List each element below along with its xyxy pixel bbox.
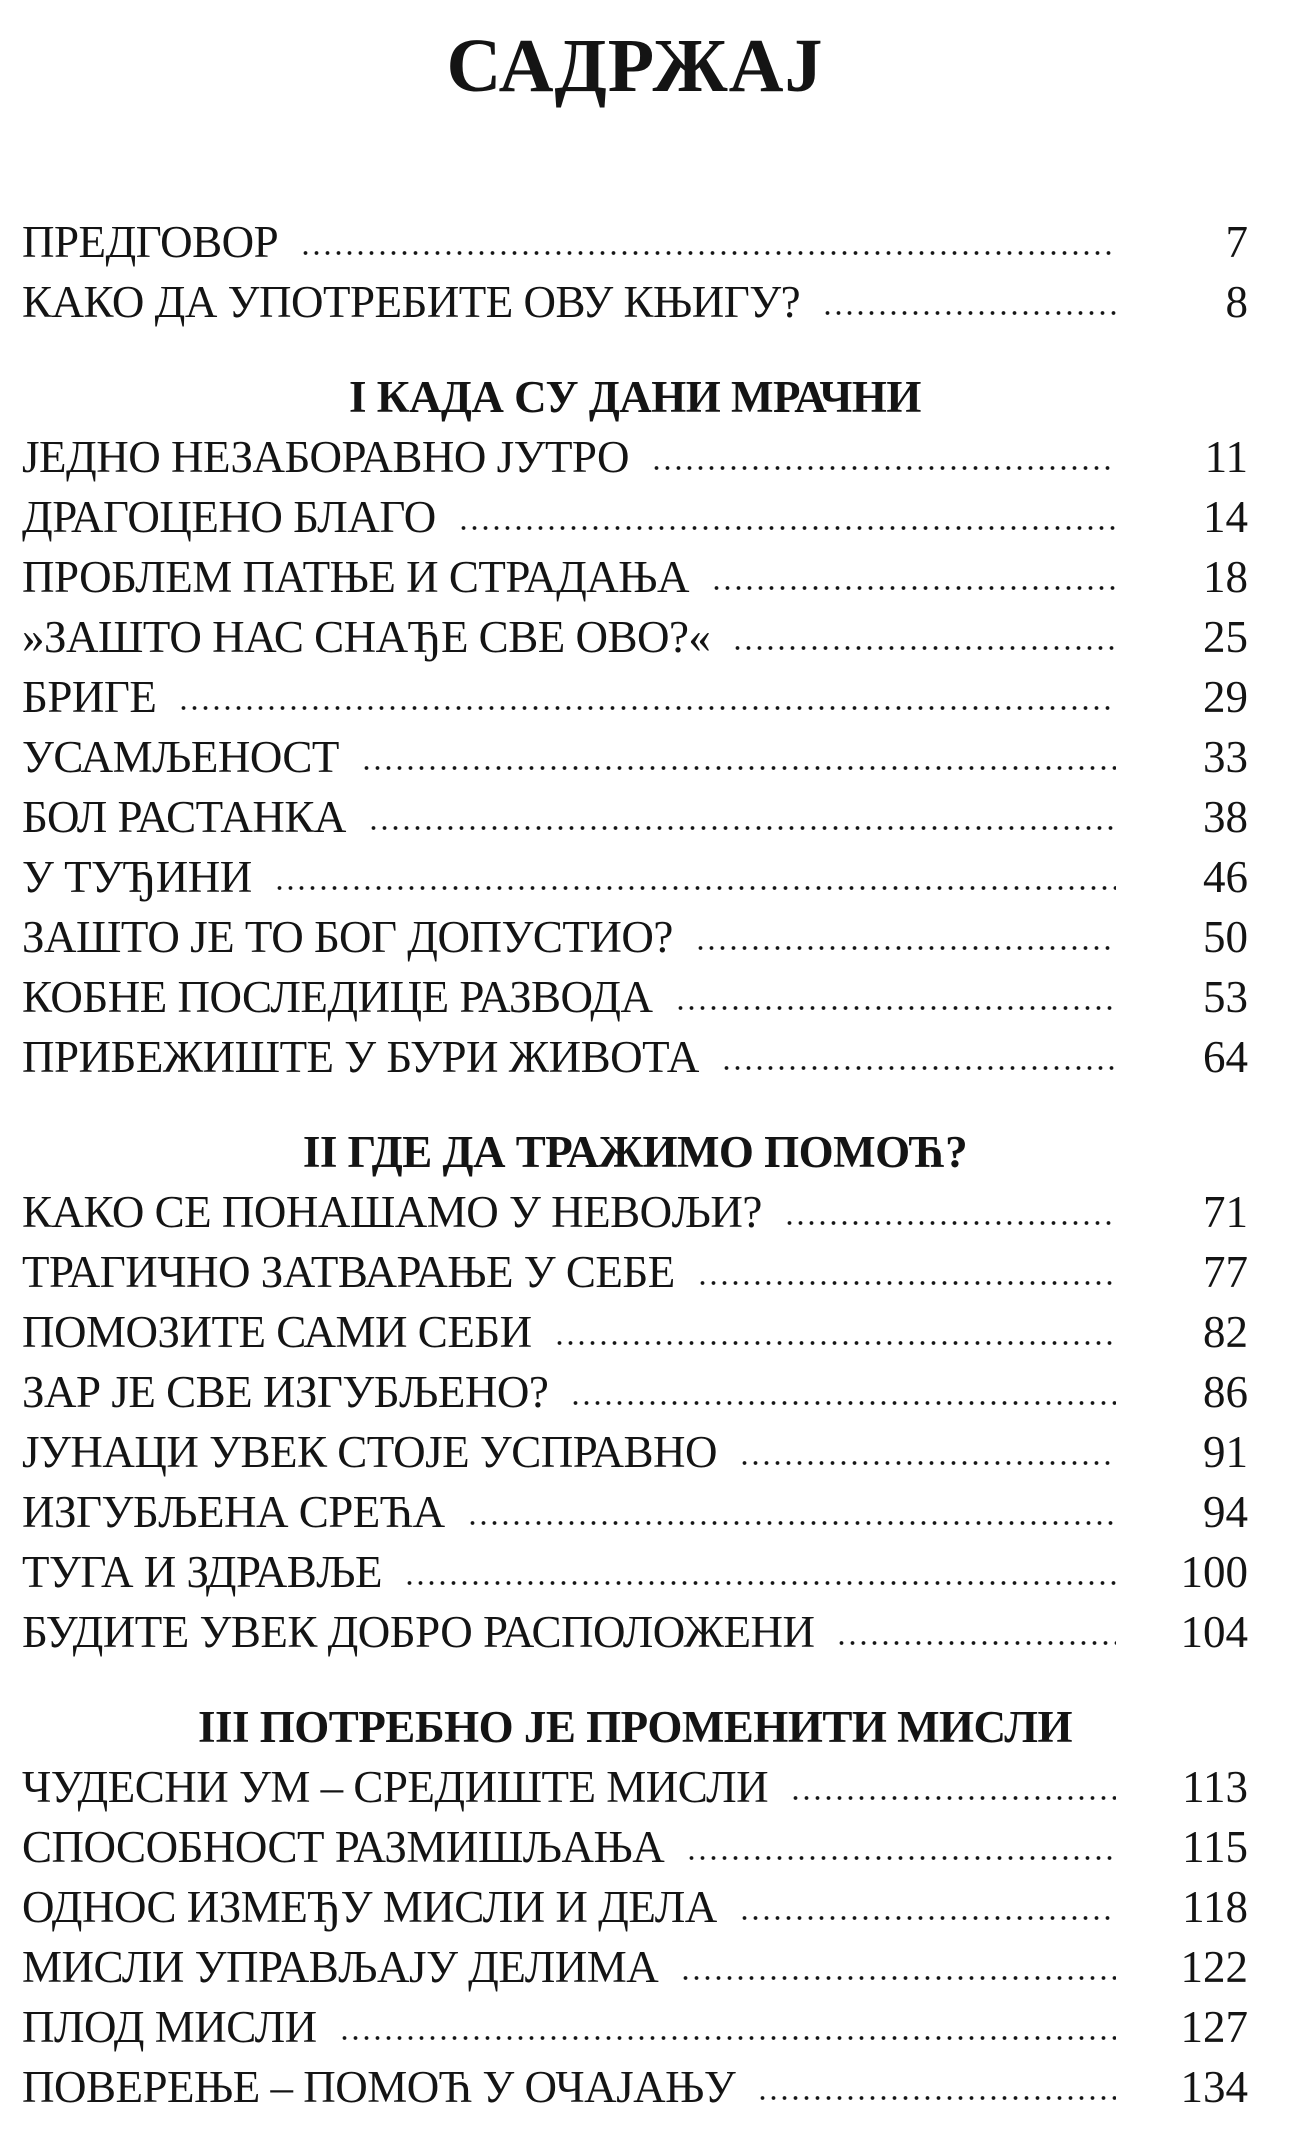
dot-leader — [570, 1398, 1116, 1408]
entry-title: МИСЛИ УПРАВЉАЈУ ДЕЛИМА — [22, 1942, 659, 1992]
dot-leader — [680, 1973, 1116, 1983]
toc-entry — [22, 1535, 1248, 1595]
entry-page-number: 50 — [1203, 912, 1248, 962]
entry-title: ЗАШТО ЈЕ ТО БОГ ДОПУСТИО? — [22, 912, 673, 962]
dot-leader — [739, 1458, 1116, 1468]
toc-entry — [22, 1475, 1248, 1535]
entry-title: ПЛОД МИСЛИ — [22, 2002, 317, 2052]
toc-entry — [22, 600, 1248, 660]
entry-page-number: 7 — [1225, 217, 1248, 267]
entry-title: У ТУЂИНИ — [22, 852, 252, 902]
toc-page — [0, 24, 1303, 2152]
entry-page-number: 8 — [1225, 277, 1248, 327]
entry-title: ИЗГУБЉЕНА СРЕЋА — [22, 1487, 445, 1537]
entry-title: КАКО ДА УПОТРЕБИТЕ ОВУ КЊИГУ? — [22, 277, 801, 327]
dot-leader — [739, 1913, 1116, 1923]
entry-title: »ЗАШТО НАС СНАЂЕ СВЕ ОВО?« — [22, 612, 711, 662]
entry-page-number: 118 — [1182, 1882, 1248, 1932]
dot-leader — [790, 1793, 1116, 1803]
entry-page-number: 100 — [1180, 1547, 1248, 1597]
dot-leader — [178, 703, 1116, 713]
page-title: САДРЖАЈ — [446, 24, 824, 108]
toc-entry — [22, 1810, 1248, 1870]
toc-entry — [22, 205, 1248, 265]
section-header — [22, 1115, 1248, 1175]
entry-title: ЗАР ЈЕ СВЕ ИЗГУБЉЕНО? — [22, 1367, 549, 1417]
entry-title: ТРАГИЧНО ЗАТВАРАЊЕ У СЕБЕ — [22, 1247, 675, 1297]
toc-list — [22, 205, 1248, 2110]
entry-page-number: 77 — [1203, 1247, 1248, 1297]
entry-title: ПРОБЛЕМ ПАТЊЕ И СТРАДАЊА — [22, 552, 690, 602]
dot-leader — [274, 883, 1116, 893]
toc-entry — [22, 1990, 1248, 2050]
entry-page-number: 122 — [1180, 1942, 1248, 1992]
dot-leader — [651, 463, 1116, 473]
entry-title: ЈУНАЦИ УВЕК СТОЈЕ УСПРАВНО — [22, 1427, 718, 1477]
entry-title: ОДНОС ИЗМЕЂУ МИСЛИ И ДЕЛА — [22, 1882, 717, 1932]
toc-entry — [22, 1175, 1248, 1235]
toc-entry — [22, 420, 1248, 480]
toc-entry — [22, 840, 1248, 900]
entry-page-number: 38 — [1203, 792, 1248, 842]
dot-leader — [300, 248, 1116, 258]
dot-leader — [467, 1518, 1116, 1528]
toc-entry — [22, 1930, 1248, 1990]
toc-entry — [22, 1595, 1248, 1655]
entry-page-number: 134 — [1180, 2062, 1248, 2112]
entry-title: УСАМЉЕНОСТ — [22, 732, 339, 782]
section-header-label: III ПОТРЕБНО ЈЕ ПРОМЕНИТИ МИСЛИ — [198, 1702, 1072, 1752]
dot-leader — [695, 943, 1116, 953]
dot-leader — [757, 2093, 1116, 2103]
toc-entry — [22, 1415, 1248, 1475]
toc-entry — [22, 720, 1248, 780]
toc-entry — [22, 480, 1248, 540]
entry-page-number: 18 — [1203, 552, 1248, 602]
entry-title: ПРИБЕЖИШТЕ У БУРИ ЖИВОТА — [22, 1032, 699, 1082]
entry-page-number: 94 — [1203, 1487, 1248, 1537]
dot-leader — [697, 1278, 1116, 1288]
entry-title: ПРЕДГОВОР — [22, 217, 279, 267]
section-header-label: II ГДЕ ДА ТРАЖИМО ПОМОЋ? — [302, 1127, 968, 1177]
dot-leader — [784, 1218, 1116, 1228]
entry-title: БРИГЕ — [22, 672, 157, 722]
entry-page-number: 113 — [1182, 1762, 1248, 1812]
entry-title: ДРАГОЦЕНО БЛАГО — [22, 492, 436, 542]
dot-leader — [732, 643, 1116, 653]
dot-leader — [822, 308, 1116, 318]
entry-title: ПОМОЗИТЕ САМИ СЕБИ — [22, 1307, 532, 1357]
toc-entry — [22, 1355, 1248, 1415]
entry-page-number: 33 — [1203, 732, 1248, 782]
entry-title: КАКО СЕ ПОНАШАМО У НЕВОЉИ? — [22, 1187, 762, 1237]
entry-page-number: 82 — [1203, 1307, 1248, 1357]
entry-page-number: 104 — [1180, 1607, 1248, 1657]
dot-leader — [339, 2033, 1116, 2043]
dot-leader — [675, 1003, 1117, 1013]
entry-title: БУДИТЕ УВЕК ДОБРО РАСПОЛОЖЕНИ — [22, 1607, 815, 1657]
entry-page-number: 14 — [1203, 492, 1248, 542]
entry-title: КОБНЕ ПОСЛЕДИЦЕ РАЗВОДА — [22, 972, 653, 1022]
toc-entry — [22, 1020, 1248, 1080]
entry-page-number: 91 — [1203, 1427, 1248, 1477]
entry-page-number: 46 — [1203, 852, 1248, 902]
toc-entry — [22, 1870, 1248, 1930]
entry-page-number: 25 — [1203, 612, 1248, 662]
toc-entry — [22, 660, 1248, 720]
toc-entry — [22, 960, 1248, 1020]
dot-leader — [404, 1578, 1116, 1588]
entry-page-number: 86 — [1203, 1367, 1248, 1417]
section-header — [22, 1690, 1248, 1750]
toc-entry — [22, 2050, 1248, 2110]
entry-page-number: 64 — [1203, 1032, 1248, 1082]
entry-page-number: 127 — [1180, 2002, 1248, 2052]
entry-title: ЈЕДНО НЕЗАБОРАВНО ЈУТРО — [22, 432, 630, 482]
section-header — [22, 360, 1248, 420]
dot-leader — [721, 1063, 1116, 1073]
toc-entry — [22, 265, 1248, 325]
dot-leader — [711, 583, 1116, 593]
dot-leader — [554, 1338, 1116, 1348]
entry-title: ТУГА И ЗДРАВЉЕ — [22, 1547, 382, 1597]
dot-leader — [836, 1638, 1116, 1648]
entry-page-number: 11 — [1204, 432, 1248, 482]
toc-entry — [22, 780, 1248, 840]
entry-page-number: 115 — [1182, 1822, 1248, 1872]
toc-entry — [22, 540, 1248, 600]
toc-entry — [22, 1295, 1248, 1355]
toc-entry — [22, 1750, 1248, 1810]
entry-title: ПОВЕРЕЊЕ – ПОМОЋ У ОЧАЈАЊУ — [22, 2062, 736, 2112]
entry-page-number: 71 — [1203, 1187, 1248, 1237]
entry-page-number: 53 — [1203, 972, 1248, 1022]
entry-title: ЧУДЕСНИ УМ – СРЕДИШТЕ МИСЛИ — [22, 1762, 769, 1812]
section-header-label: I КАДА СУ ДАНИ МРАЧНИ — [349, 372, 921, 422]
entry-page-number: 29 — [1203, 672, 1248, 722]
toc-entry — [22, 1235, 1248, 1295]
dot-leader — [361, 763, 1116, 773]
dot-leader — [686, 1853, 1116, 1863]
entry-title: СПОСОБНОСТ РАЗМИШЉАЊА — [22, 1822, 665, 1872]
dot-leader — [368, 823, 1116, 833]
dot-leader — [458, 523, 1116, 533]
entry-title: БОЛ РАСТАНКА — [22, 792, 346, 842]
toc-entry — [22, 900, 1248, 960]
